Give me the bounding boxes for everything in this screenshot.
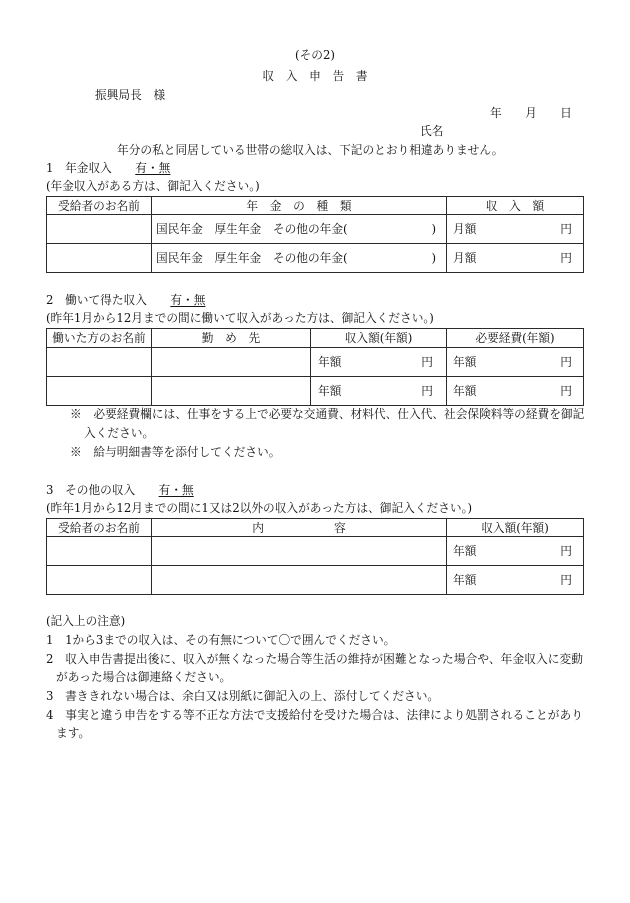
yes-no-choice: 有・無 (158, 483, 194, 497)
table-row (47, 537, 584, 566)
annual-expenses-cell (447, 377, 584, 406)
amount-label: 月額 (453, 251, 477, 265)
amount-label: 年額 (453, 384, 477, 398)
column-header-annual-income: 収入額(年額) (311, 329, 447, 348)
table-header-row (47, 329, 584, 348)
section-label: 2 働いて得た収入 (46, 293, 147, 307)
recipient-name-cell (47, 537, 152, 566)
section-label: 3 その他の収入 (46, 483, 136, 497)
note-item-4-line-2: ます。 (56, 726, 91, 740)
column-header-income-amount: 収 入 額 (447, 197, 584, 215)
amount-label: 月額 (453, 222, 477, 236)
amount-unit: 円 (421, 384, 433, 398)
yes-no-choice: 有・無 (170, 293, 206, 307)
column-header-annual-income: 収入額(年額) (447, 519, 584, 537)
table-header-row (47, 197, 584, 215)
amount-label: 年額 (318, 384, 342, 398)
amount-label: 年額 (453, 544, 477, 558)
recipient-name-cell (47, 215, 152, 244)
annual-income-cell (447, 537, 584, 566)
pension-table (46, 196, 584, 273)
amount-unit: 円 (560, 251, 572, 265)
note-item-1: 1 1から3までの収入は、その有無について〇で囲んでください。 (46, 633, 396, 647)
remark-expenses-line-1: ※ 必要経費欄には、仕事をする上で必要な交通費、材料代、仕入代、社会保険料等の経費を御記 (70, 407, 585, 421)
workplace-cell (152, 377, 311, 406)
close-paren: ) (431, 251, 436, 265)
monthly-amount-cell (447, 215, 584, 244)
pension-type-options: 国民年金 厚生年金 その他の年金( (156, 251, 348, 265)
column-header-details: 内 容 (152, 519, 447, 537)
worker-name-cell (47, 377, 152, 406)
section-instruction: (昨年1月から12月までの間に働いて収入があった方は、御記入ください。) (46, 311, 434, 325)
table-row (47, 566, 584, 595)
section-heading-other (46, 483, 194, 497)
details-cell (152, 566, 447, 595)
table-row (47, 215, 584, 244)
section-instruction: (年金収入がある方は、御記入ください。) (46, 179, 260, 193)
table-row (47, 348, 584, 377)
remark-expenses-line-2: 入ください。 (84, 426, 155, 440)
pension-type-cell (152, 215, 447, 244)
amount-unit: 円 (560, 544, 572, 558)
amount-label: 年額 (453, 573, 477, 587)
note-item-2-line-2: があった場合は御連絡ください。 (56, 670, 232, 684)
declaration-statement: 年分の私と同居している世帯の総収入は、下記のとおり相違ありません。 (117, 143, 504, 157)
amount-label: 年額 (453, 355, 477, 369)
recipient-name-cell (47, 566, 152, 595)
applicant-name-label: 氏名 (420, 124, 444, 138)
amount-unit: 円 (421, 355, 433, 369)
amount-unit: 円 (560, 222, 572, 236)
form-title: 収 入 申 告 書 (262, 69, 368, 83)
amount-unit: 円 (560, 355, 572, 369)
note-item-3: 3 書ききれない場合は、余白又は別紙に御記入の上、添付してください。 (46, 689, 440, 703)
section-instruction: (昨年1月から12月までの間に1又は2以外の収入があった方は、御記入ください。) (46, 501, 473, 515)
recipient-name-cell (47, 244, 152, 273)
annual-income-cell (311, 348, 447, 377)
annual-income-cell (311, 377, 447, 406)
addressee: 振興局長 様 (95, 88, 166, 102)
form-subtitle: (その2) (295, 48, 335, 62)
monthly-amount-cell (447, 244, 584, 273)
annual-expenses-cell (447, 348, 584, 377)
notes-title: (記入上の注意) (46, 614, 126, 628)
workplace-cell (152, 348, 311, 377)
amount-unit: 円 (560, 384, 572, 398)
note-item-4-line-1: 4 事実と違う申告をする等不正な方法で支援給付を受けた場合は、法律により処罰されることがあり (46, 708, 583, 722)
date-line: 年 月 日 (490, 106, 572, 120)
section-label: 1 年金収入 (46, 161, 112, 175)
column-header-recipient-name: 受給者のお名前 (47, 519, 152, 537)
annual-income-cell (447, 566, 584, 595)
employment-table (46, 328, 584, 406)
pension-type-options: 国民年金 厚生年金 その他の年金( (156, 222, 348, 236)
column-header-workplace: 勤 め 先 (152, 329, 311, 348)
table-row (47, 244, 584, 273)
table-row (47, 377, 584, 406)
close-paren: ) (431, 222, 436, 236)
column-header-pension-type: 年 金 の 種 類 (152, 197, 447, 215)
details-cell (152, 537, 447, 566)
column-header-worker-name: 働いた方のお名前 (47, 329, 152, 348)
remark-payslip: ※ 給与明細書等を添付してください。 (70, 445, 281, 459)
worker-name-cell (47, 348, 152, 377)
note-item-2-line-1: 2 収入申告書提出後に、収入が無くなった場合等生活の維持が困難となった場合や、年金収入に変動 (46, 652, 583, 666)
amount-label: 年額 (318, 355, 342, 369)
column-header-recipient-name: 受給者のお名前 (47, 197, 152, 215)
section-heading-employment (46, 293, 205, 307)
pension-type-cell (152, 244, 447, 273)
table-header-row (47, 519, 584, 537)
other-income-table (46, 518, 584, 595)
section-heading-pension (46, 161, 170, 175)
yes-no-choice: 有・無 (135, 161, 171, 175)
amount-unit: 円 (560, 573, 572, 587)
column-header-annual-expenses: 必要経費(年額) (447, 329, 584, 348)
